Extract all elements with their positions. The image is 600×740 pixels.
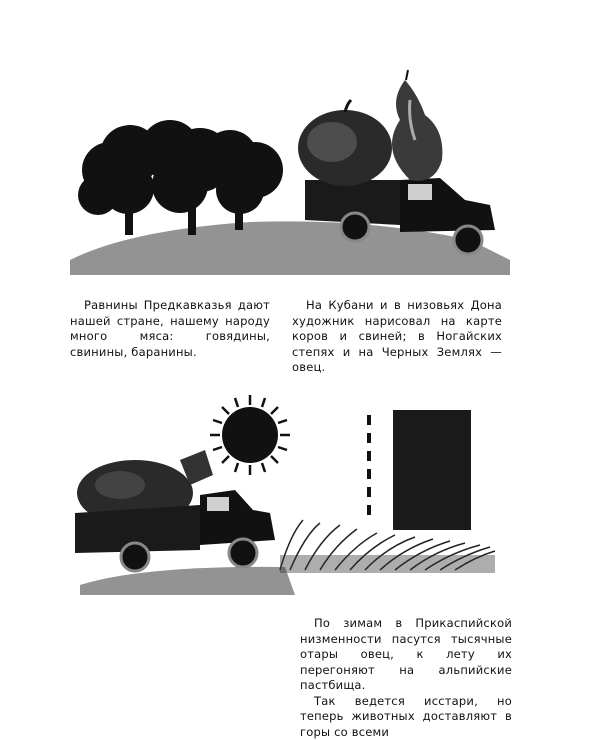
truck-wheel-front xyxy=(454,226,482,254)
illustration-truck-sun-field xyxy=(65,395,505,595)
caption-bottom-p2: Так ведется исстари, но теперь животных доставляют в горы со всеми xyxy=(300,694,512,740)
truck-with-sack xyxy=(75,450,275,571)
truck-wheel-front xyxy=(229,539,257,567)
caption-left xyxy=(70,298,270,360)
ground-hill xyxy=(80,567,295,595)
caption-right-text: На Кубани и в низовьях Дона художник нарисовал на карте коров и свиней; в Ногайских степях и на Черных Землях — овец. xyxy=(292,298,502,376)
dark-door xyxy=(393,410,471,530)
truck-wheel-rear xyxy=(341,213,369,241)
caption-bottom-p1: По зимам в Прикаспийской низменности пасутся тысячные отары овец, к лету их перегоняют на альпийские пастбища. xyxy=(300,616,512,694)
illustration-trees-and-fruit-truck xyxy=(70,60,510,275)
caption-left-text: Равнины Предкавказья дают нашей стране, нашему народу много мяса: говядины, свинины, баранины. xyxy=(70,298,270,360)
pear xyxy=(392,70,442,181)
caption-bottom xyxy=(300,616,512,740)
truck-wheel-rear xyxy=(121,543,149,571)
caption-right xyxy=(292,298,502,376)
trees xyxy=(78,120,283,235)
dashed-pole xyxy=(367,415,371,515)
sun-icon xyxy=(210,395,290,475)
apple xyxy=(298,100,392,186)
